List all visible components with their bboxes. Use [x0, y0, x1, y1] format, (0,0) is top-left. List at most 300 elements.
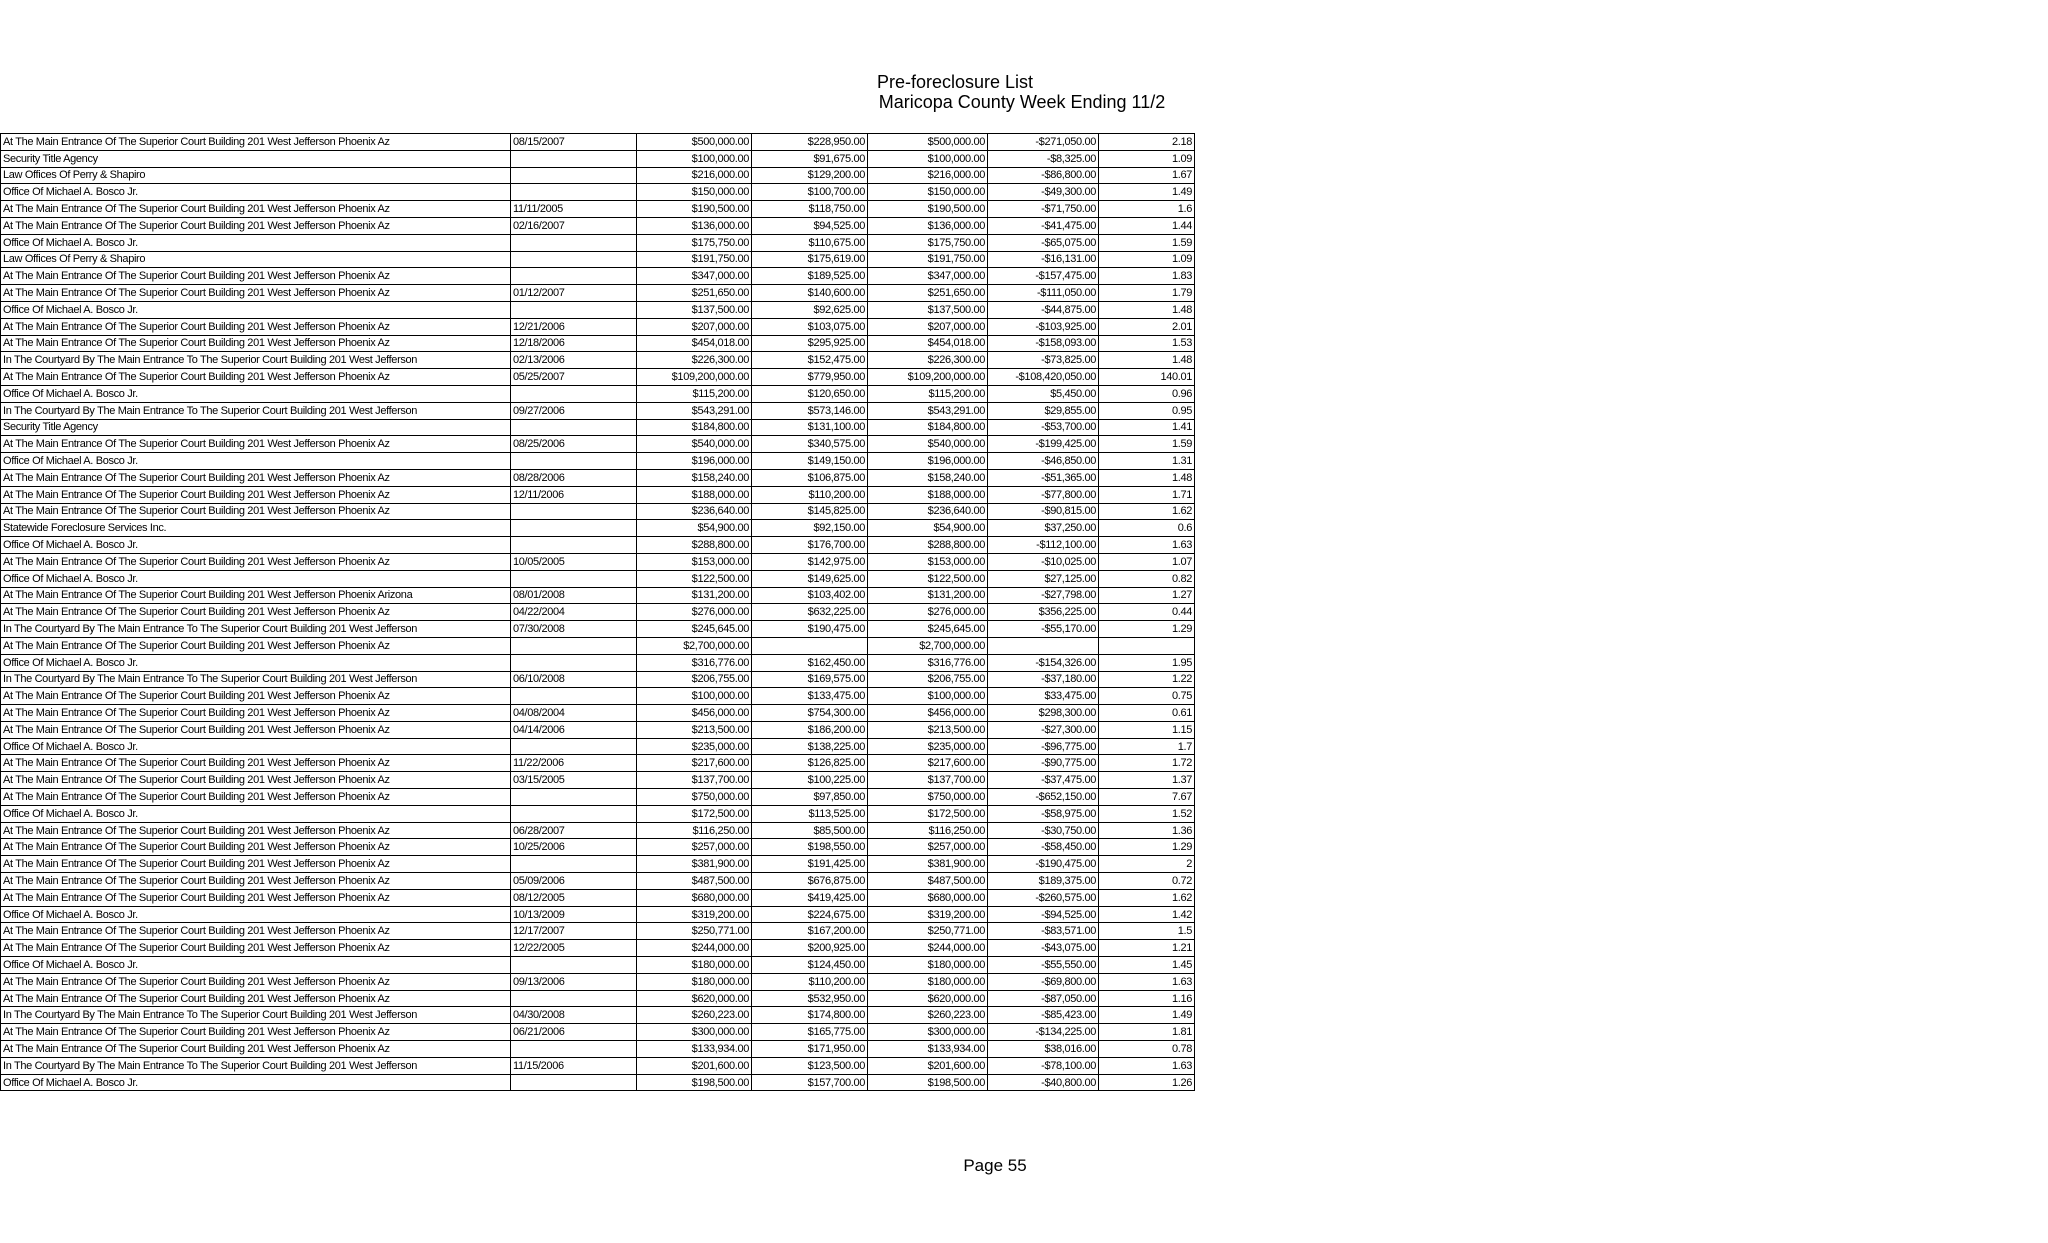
difference-cell: $38,016.00 [988, 1041, 1099, 1058]
amount-cell-3: $206,755.00 [868, 671, 988, 688]
amount-cell-1: $198,500.00 [637, 1074, 752, 1091]
difference-cell: -$71,750.00 [988, 201, 1099, 218]
date-cell [511, 251, 637, 268]
table-row [1, 486, 1195, 503]
amount-cell-3: $543,291.00 [868, 402, 988, 419]
sale-location-cell: In The Courtyard By The Main Entrance To The Superior Court Building 201 West Jefferson [1, 1057, 511, 1074]
sale-location-cell: Office Of Michael A. Bosco Jr. [1, 738, 511, 755]
sale-location-cell: Office Of Michael A. Bosco Jr. [1, 957, 511, 974]
amount-cell-3: $153,000.00 [868, 553, 988, 570]
amount-cell-2: $169,575.00 [752, 671, 868, 688]
amount-cell-3: $347,000.00 [868, 268, 988, 285]
amount-cell-3: $122,500.00 [868, 570, 988, 587]
sale-location-cell: At The Main Entrance Of The Superior Court Building 201 West Jefferson Phoenix Az [1, 889, 511, 906]
preforeclosure-table [0, 133, 1195, 1091]
amount-cell-2: $152,475.00 [752, 352, 868, 369]
date-cell: 12/21/2006 [511, 318, 637, 335]
table-row [1, 335, 1195, 352]
difference-cell: -$260,575.00 [988, 889, 1099, 906]
ratio-cell: 2.18 [1099, 134, 1195, 151]
difference-cell: -$154,326.00 [988, 654, 1099, 671]
date-cell: 08/15/2007 [511, 134, 637, 151]
amount-cell-1: $500,000.00 [637, 134, 752, 151]
amount-cell-3: $456,000.00 [868, 705, 988, 722]
amount-cell-2: $110,200.00 [752, 486, 868, 503]
amount-cell-2: $106,875.00 [752, 469, 868, 486]
date-cell [511, 789, 637, 806]
sale-location-cell: Law Offices Of Perry & Shapiro [1, 251, 511, 268]
sale-location-cell: In The Courtyard By The Main Entrance To The Superior Court Building 201 West Jefferson [1, 621, 511, 638]
ratio-cell: 0.96 [1099, 385, 1195, 402]
date-cell: 04/08/2004 [511, 705, 637, 722]
ratio-cell: 1.79 [1099, 285, 1195, 302]
date-cell: 12/17/2007 [511, 923, 637, 940]
sale-location-cell: At The Main Entrance Of The Superior Court Building 201 West Jefferson Phoenix Az [1, 217, 511, 234]
date-cell: 02/16/2007 [511, 217, 637, 234]
sale-location-cell: At The Main Entrance Of The Superior Court Building 201 West Jefferson Phoenix Az [1, 772, 511, 789]
difference-cell [988, 637, 1099, 654]
table-row [1, 805, 1195, 822]
amount-cell-2: $131,100.00 [752, 419, 868, 436]
difference-cell: -$108,420,050.00 [988, 369, 1099, 386]
table-row [1, 419, 1195, 436]
date-cell: 04/30/2008 [511, 1007, 637, 1024]
date-cell: 04/22/2004 [511, 604, 637, 621]
date-cell: 03/15/2005 [511, 772, 637, 789]
difference-cell: -$90,775.00 [988, 755, 1099, 772]
amount-cell-1: $131,200.00 [637, 587, 752, 604]
ratio-cell: 1.48 [1099, 301, 1195, 318]
ratio-cell: 1.37 [1099, 772, 1195, 789]
table-row [1, 621, 1195, 638]
ratio-cell: 2 [1099, 856, 1195, 873]
amount-cell-3: $319,200.00 [868, 906, 988, 923]
ratio-cell: 1.29 [1099, 621, 1195, 638]
amount-cell-1: $456,000.00 [637, 705, 752, 722]
date-cell: 05/25/2007 [511, 369, 637, 386]
table-row [1, 738, 1195, 755]
amount-cell-2: $92,150.00 [752, 520, 868, 537]
difference-cell: -$103,925.00 [988, 318, 1099, 335]
table-row [1, 755, 1195, 772]
difference-cell: -$111,050.00 [988, 285, 1099, 302]
date-cell [511, 1041, 637, 1058]
amount-cell-2: $91,675.00 [752, 150, 868, 167]
table-row [1, 637, 1195, 654]
table-row [1, 587, 1195, 604]
amount-cell-1: $191,750.00 [637, 251, 752, 268]
amount-cell-2: $138,225.00 [752, 738, 868, 755]
amount-cell-1: $54,900.00 [637, 520, 752, 537]
sale-location-cell: Office Of Michael A. Bosco Jr. [1, 184, 511, 201]
amount-cell-2: $779,950.00 [752, 369, 868, 386]
amount-cell-1: $543,291.00 [637, 402, 752, 419]
difference-cell: -$652,150.00 [988, 789, 1099, 806]
table-row [1, 217, 1195, 234]
sale-location-cell: At The Main Entrance Of The Superior Court Building 201 West Jefferson Phoenix Az [1, 637, 511, 654]
amount-cell-2: $100,700.00 [752, 184, 868, 201]
difference-cell: -$157,475.00 [988, 268, 1099, 285]
ratio-cell: 1.63 [1099, 1057, 1195, 1074]
amount-cell-3: $198,500.00 [868, 1074, 988, 1091]
date-cell [511, 503, 637, 520]
amount-cell-1: $188,000.00 [637, 486, 752, 503]
amount-cell-3: $100,000.00 [868, 688, 988, 705]
difference-cell: $189,375.00 [988, 873, 1099, 890]
ratio-cell: 1.31 [1099, 453, 1195, 470]
table-row [1, 705, 1195, 722]
table-row [1, 889, 1195, 906]
sale-location-cell: At The Main Entrance Of The Superior Court Building 201 West Jefferson Phoenix Az [1, 822, 511, 839]
ratio-cell: 1.16 [1099, 990, 1195, 1007]
date-cell [511, 234, 637, 251]
amount-cell-1: $213,500.00 [637, 721, 752, 738]
ratio-cell: 1.5 [1099, 923, 1195, 940]
amount-cell-2: $186,200.00 [752, 721, 868, 738]
amount-cell-1: $300,000.00 [637, 1024, 752, 1041]
ratio-cell: 0.61 [1099, 705, 1195, 722]
amount-cell-3: $184,800.00 [868, 419, 988, 436]
ratio-cell: 0.6 [1099, 520, 1195, 537]
table-row [1, 453, 1195, 470]
ratio-cell: 0.82 [1099, 570, 1195, 587]
ratio-cell: 1.48 [1099, 469, 1195, 486]
amount-cell-1: $750,000.00 [637, 789, 752, 806]
difference-cell: -$37,180.00 [988, 671, 1099, 688]
date-cell: 10/25/2006 [511, 839, 637, 856]
difference-cell: $298,300.00 [988, 705, 1099, 722]
sale-location-cell: At The Main Entrance Of The Superior Court Building 201 West Jefferson Phoenix Az [1, 1024, 511, 1041]
ratio-cell: 140.01 [1099, 369, 1195, 386]
sale-location-cell: At The Main Entrance Of The Superior Court Building 201 West Jefferson Phoenix Az [1, 923, 511, 940]
amount-cell-2: $124,450.00 [752, 957, 868, 974]
sale-location-cell: At The Main Entrance Of The Superior Court Building 201 West Jefferson Phoenix Az [1, 134, 511, 151]
amount-cell-2: $162,450.00 [752, 654, 868, 671]
sale-location-cell: At The Main Entrance Of The Superior Court Building 201 West Jefferson Phoenix Az [1, 604, 511, 621]
table-row [1, 856, 1195, 873]
amount-cell-3: $216,000.00 [868, 167, 988, 184]
report-title: Pre-foreclosure List [876, 72, 1034, 92]
sale-location-cell: At The Main Entrance Of The Superior Court Building 201 West Jefferson Phoenix Az [1, 789, 511, 806]
date-cell [511, 688, 637, 705]
amount-cell-3: $109,200,000.00 [868, 369, 988, 386]
amount-cell-3: $188,000.00 [868, 486, 988, 503]
ratio-cell: 1.53 [1099, 335, 1195, 352]
table-row [1, 671, 1195, 688]
table-row [1, 923, 1195, 940]
amount-cell-3: $236,640.00 [868, 503, 988, 520]
table-row [1, 839, 1195, 856]
difference-cell: -$51,365.00 [988, 469, 1099, 486]
difference-cell: -$8,325.00 [988, 150, 1099, 167]
table-row [1, 201, 1195, 218]
sale-location-cell: At The Main Entrance Of The Superior Court Building 201 West Jefferson Phoenix Arizona [1, 587, 511, 604]
amount-cell-2: $92,625.00 [752, 301, 868, 318]
difference-cell: -$27,300.00 [988, 721, 1099, 738]
amount-cell-1: $276,000.00 [637, 604, 752, 621]
sale-location-cell: At The Main Entrance Of The Superior Court Building 201 West Jefferson Phoenix Az [1, 268, 511, 285]
table-row [1, 1024, 1195, 1041]
date-cell: 08/01/2008 [511, 587, 637, 604]
table-row [1, 873, 1195, 890]
amount-cell-2: $189,525.00 [752, 268, 868, 285]
amount-cell-2: $228,950.00 [752, 134, 868, 151]
amount-cell-3: $245,645.00 [868, 621, 988, 638]
difference-cell: -$77,800.00 [988, 486, 1099, 503]
ratio-cell: 1.83 [1099, 268, 1195, 285]
ratio-cell: 1.36 [1099, 822, 1195, 839]
amount-cell-2: $190,475.00 [752, 621, 868, 638]
amount-cell-1: $196,000.00 [637, 453, 752, 470]
difference-cell: $27,125.00 [988, 570, 1099, 587]
amount-cell-1: $454,018.00 [637, 335, 752, 352]
amount-cell-2: $110,200.00 [752, 973, 868, 990]
ratio-cell: 1.49 [1099, 1007, 1195, 1024]
ratio-cell: 1.52 [1099, 805, 1195, 822]
ratio-cell: 1.41 [1099, 419, 1195, 436]
table-row [1, 150, 1195, 167]
date-cell [511, 990, 637, 1007]
amount-cell-1: $236,640.00 [637, 503, 752, 520]
amount-cell-1: $245,645.00 [637, 621, 752, 638]
difference-cell: -$271,050.00 [988, 134, 1099, 151]
ratio-cell: 1.22 [1099, 671, 1195, 688]
amount-cell-2: $632,225.00 [752, 604, 868, 621]
difference-cell: -$85,423.00 [988, 1007, 1099, 1024]
table-row [1, 973, 1195, 990]
sale-location-cell: Law Offices Of Perry & Shapiro [1, 167, 511, 184]
amount-cell-1: $184,800.00 [637, 419, 752, 436]
amount-cell-3: $251,650.00 [868, 285, 988, 302]
date-cell: 08/12/2005 [511, 889, 637, 906]
amount-cell-1: $190,500.00 [637, 201, 752, 218]
date-cell [511, 537, 637, 554]
date-cell [511, 385, 637, 402]
difference-cell: -$55,550.00 [988, 957, 1099, 974]
ratio-cell: 1.59 [1099, 436, 1195, 453]
table-row [1, 402, 1195, 419]
sale-location-cell: At The Main Entrance Of The Superior Court Building 201 West Jefferson Phoenix Az [1, 469, 511, 486]
amount-cell-2: $532,950.00 [752, 990, 868, 1007]
amount-cell-2: $103,075.00 [752, 318, 868, 335]
date-cell [511, 419, 637, 436]
amount-cell-1: $250,771.00 [637, 923, 752, 940]
table-row [1, 369, 1195, 386]
difference-cell: -$73,825.00 [988, 352, 1099, 369]
amount-cell-2: $145,825.00 [752, 503, 868, 520]
date-cell [511, 570, 637, 587]
ratio-cell: 2.01 [1099, 318, 1195, 335]
difference-cell: -$37,475.00 [988, 772, 1099, 789]
date-cell: 09/27/2006 [511, 402, 637, 419]
amount-cell-2: $142,975.00 [752, 553, 868, 570]
table-row [1, 469, 1195, 486]
sale-location-cell: Office Of Michael A. Bosco Jr. [1, 453, 511, 470]
difference-cell: $37,250.00 [988, 520, 1099, 537]
amount-cell-3: $150,000.00 [868, 184, 988, 201]
date-cell [511, 654, 637, 671]
date-cell: 12/11/2006 [511, 486, 637, 503]
sale-location-cell: At The Main Entrance Of The Superior Court Building 201 West Jefferson Phoenix Az [1, 436, 511, 453]
table-row [1, 957, 1195, 974]
date-cell [511, 520, 637, 537]
amount-cell-1: $116,250.00 [637, 822, 752, 839]
date-cell: 02/13/2006 [511, 352, 637, 369]
ratio-cell: 1.27 [1099, 587, 1195, 604]
amount-cell-3: $620,000.00 [868, 990, 988, 1007]
amount-cell-1: $122,500.00 [637, 570, 752, 587]
amount-cell-3: $137,700.00 [868, 772, 988, 789]
amount-cell-3: $175,750.00 [868, 234, 988, 251]
table-row [1, 385, 1195, 402]
amount-cell-1: $216,000.00 [637, 167, 752, 184]
amount-cell-1: $201,600.00 [637, 1057, 752, 1074]
ratio-cell: 1.26 [1099, 1074, 1195, 1091]
ratio-cell: 1.09 [1099, 251, 1195, 268]
table-row [1, 134, 1195, 151]
ratio-cell: 0.44 [1099, 604, 1195, 621]
amount-cell-2: $123,500.00 [752, 1057, 868, 1074]
difference-cell: -$43,075.00 [988, 940, 1099, 957]
amount-cell-1: $137,500.00 [637, 301, 752, 318]
amount-cell-2: $340,575.00 [752, 436, 868, 453]
table-row [1, 301, 1195, 318]
amount-cell-1: $347,000.00 [637, 268, 752, 285]
ratio-cell: 1.49 [1099, 184, 1195, 201]
table-row [1, 1057, 1195, 1074]
sale-location-cell: At The Main Entrance Of The Superior Court Building 201 West Jefferson Phoenix Az [1, 318, 511, 335]
difference-cell: $29,855.00 [988, 402, 1099, 419]
amount-cell-2: $94,525.00 [752, 217, 868, 234]
amount-cell-3: $115,200.00 [868, 385, 988, 402]
ratio-cell: 1.71 [1099, 486, 1195, 503]
amount-cell-2: $191,425.00 [752, 856, 868, 873]
amount-cell-3: $288,800.00 [868, 537, 988, 554]
date-cell: 10/13/2009 [511, 906, 637, 923]
amount-cell-3: $196,000.00 [868, 453, 988, 470]
ratio-cell: 1.48 [1099, 352, 1195, 369]
date-cell: 04/14/2006 [511, 721, 637, 738]
ratio-cell: 0.95 [1099, 402, 1195, 419]
amount-cell-1: $244,000.00 [637, 940, 752, 957]
amount-cell-2: $176,700.00 [752, 537, 868, 554]
amount-cell-3: $100,000.00 [868, 150, 988, 167]
ratio-cell: 1.44 [1099, 217, 1195, 234]
amount-cell-3: $133,934.00 [868, 1041, 988, 1058]
ratio-cell: 1.63 [1099, 973, 1195, 990]
ratio-cell: 1.09 [1099, 150, 1195, 167]
table-row [1, 789, 1195, 806]
amount-cell-3: $172,500.00 [868, 805, 988, 822]
sale-location-cell: Office Of Michael A. Bosco Jr. [1, 301, 511, 318]
difference-cell: $356,225.00 [988, 604, 1099, 621]
difference-cell: -$55,170.00 [988, 621, 1099, 638]
sale-location-cell: In The Courtyard By The Main Entrance To The Superior Court Building 201 West Jefferson [1, 671, 511, 688]
table-row [1, 772, 1195, 789]
date-cell: 11/11/2005 [511, 201, 637, 218]
ratio-cell: 7.67 [1099, 789, 1195, 806]
difference-cell: -$158,093.00 [988, 335, 1099, 352]
sale-location-cell: In The Courtyard By The Main Entrance To The Superior Court Building 201 West Jefferson [1, 1007, 511, 1024]
table-row [1, 251, 1195, 268]
sale-location-cell: At The Main Entrance Of The Superior Court Building 201 West Jefferson Phoenix Az [1, 486, 511, 503]
amount-cell-1: $620,000.00 [637, 990, 752, 1007]
amount-cell-3: $158,240.00 [868, 469, 988, 486]
amount-cell-1: $137,700.00 [637, 772, 752, 789]
amount-cell-3: $235,000.00 [868, 738, 988, 755]
amount-cell-3: $487,500.00 [868, 873, 988, 890]
ratio-cell: 0.78 [1099, 1041, 1195, 1058]
table-row [1, 570, 1195, 587]
amount-cell-1: $180,000.00 [637, 957, 752, 974]
amount-cell-3: $454,018.00 [868, 335, 988, 352]
date-cell [511, 301, 637, 318]
table-row [1, 184, 1195, 201]
amount-cell-3: $131,200.00 [868, 587, 988, 604]
sale-location-cell: Security Title Agency [1, 150, 511, 167]
table-row [1, 503, 1195, 520]
amount-cell-3: $381,900.00 [868, 856, 988, 873]
sale-location-cell: At The Main Entrance Of The Superior Court Building 201 West Jefferson Phoenix Az [1, 688, 511, 705]
amount-cell-3: $191,750.00 [868, 251, 988, 268]
date-cell [511, 150, 637, 167]
sale-location-cell: Office Of Michael A. Bosco Jr. [1, 385, 511, 402]
table-row [1, 822, 1195, 839]
amount-cell-1: $316,776.00 [637, 654, 752, 671]
sale-location-cell: At The Main Entrance Of The Superior Court Building 201 West Jefferson Phoenix Az [1, 553, 511, 570]
sale-location-cell: At The Main Entrance Of The Superior Court Building 201 West Jefferson Phoenix Az [1, 873, 511, 890]
sale-location-cell: At The Main Entrance Of The Superior Court Building 201 West Jefferson Phoenix Az [1, 856, 511, 873]
amount-cell-3: $250,771.00 [868, 923, 988, 940]
sale-location-cell: At The Main Entrance Of The Superior Court Building 201 West Jefferson Phoenix Az [1, 973, 511, 990]
difference-cell: -$94,525.00 [988, 906, 1099, 923]
sale-location-cell: Office Of Michael A. Bosco Jr. [1, 570, 511, 587]
amount-cell-1: $100,000.00 [637, 688, 752, 705]
amount-cell-3: $244,000.00 [868, 940, 988, 957]
amount-cell-3: $300,000.00 [868, 1024, 988, 1041]
amount-cell-1: $235,000.00 [637, 738, 752, 755]
difference-cell: -$65,075.00 [988, 234, 1099, 251]
report-subtitle: Maricopa County Week Ending 11/2 [878, 92, 1166, 112]
date-cell: 09/13/2006 [511, 973, 637, 990]
amount-cell-2: $133,475.00 [752, 688, 868, 705]
date-cell: 05/09/2006 [511, 873, 637, 890]
sale-location-cell: Office Of Michael A. Bosco Jr. [1, 654, 511, 671]
amount-cell-1: $540,000.00 [637, 436, 752, 453]
sale-location-cell: At The Main Entrance Of The Superior Court Building 201 West Jefferson Phoenix Az [1, 503, 511, 520]
amount-cell-3: $257,000.00 [868, 839, 988, 856]
ratio-cell: 1.95 [1099, 654, 1195, 671]
date-cell [511, 637, 637, 654]
date-cell: 12/18/2006 [511, 335, 637, 352]
table-row [1, 721, 1195, 738]
date-cell [511, 1074, 637, 1091]
amount-cell-3: $116,250.00 [868, 822, 988, 839]
ratio-cell: 1.67 [1099, 167, 1195, 184]
sale-location-cell: Office Of Michael A. Bosco Jr. [1, 234, 511, 251]
table-row [1, 285, 1195, 302]
difference-cell: -$86,800.00 [988, 167, 1099, 184]
sale-location-cell: At The Main Entrance Of The Superior Court Building 201 West Jefferson Phoenix Az [1, 1041, 511, 1058]
sale-location-cell: At The Main Entrance Of The Superior Court Building 201 West Jefferson Phoenix Az [1, 369, 511, 386]
amount-cell-2: $110,675.00 [752, 234, 868, 251]
sale-location-cell: In The Courtyard By The Main Entrance To The Superior Court Building 201 West Jefferson [1, 402, 511, 419]
amount-cell-3: $213,500.00 [868, 721, 988, 738]
table-row [1, 352, 1195, 369]
date-cell: 08/25/2006 [511, 436, 637, 453]
difference-cell: -$90,815.00 [988, 503, 1099, 520]
amount-cell-3: $190,500.00 [868, 201, 988, 218]
